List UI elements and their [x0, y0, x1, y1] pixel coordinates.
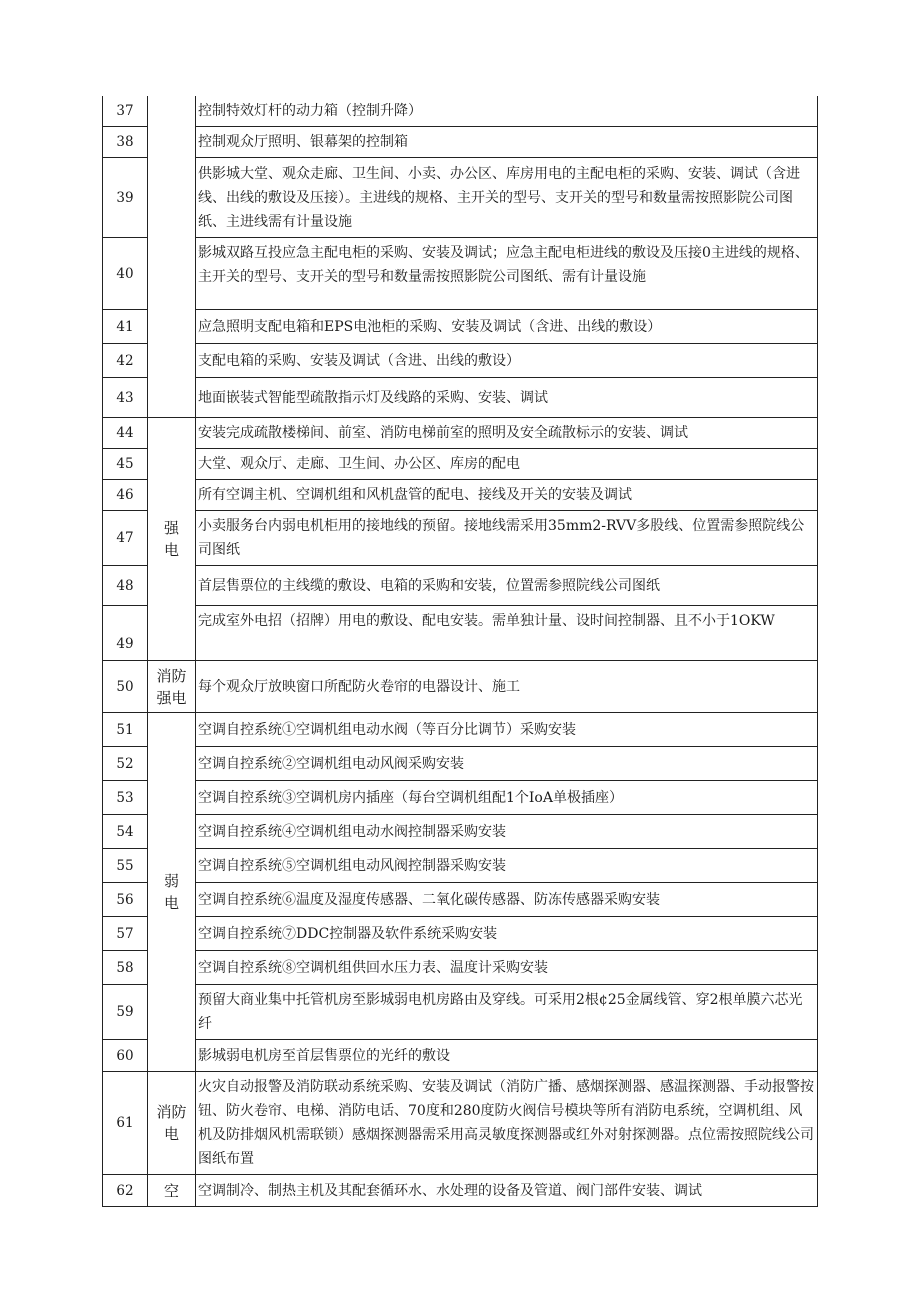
table-row — [103, 127, 818, 158]
row-description: 空调自控系统⑥温度及湿度传感器、二氧化碳传感器、防冻传感器采购安装 — [196, 883, 818, 917]
row-number: 57 — [103, 917, 148, 951]
table-row — [103, 511, 818, 566]
row-description: 所有空调主机、空调机组和风机盘管的配电、接线及开关的安装及调试 — [196, 480, 818, 511]
row-description: 火灾自动报警及消防联动系统采购、安装及调试（消防广播、感烟探测器、感温探测器、手动报警按钮、防火卷帘、电梯、消防电话、70度和280度防火阀信号模块等所有消防电系统，空调机组、风机及防排烟风机需联锁）感烟探测器需采用高灵敏度探测器或红外对射探测器。点位需按照院线公司图纸布置 — [196, 1072, 818, 1175]
table-row — [103, 747, 818, 781]
row-number: 60 — [103, 1040, 148, 1072]
row-description: 支配电箱的采购、安装及调试（含进、出线的敷设） — [196, 344, 818, 378]
table-row — [103, 480, 818, 511]
row-description: 应急照明支配电箱和EPS电池柜的采购、安装及调试（含进、出线的敷设） — [196, 310, 818, 344]
row-number: 41 — [103, 310, 148, 344]
table-row — [103, 985, 818, 1040]
row-description: 小卖服务台内弱电机柜用的接地线的预留。接地线需采用35mm2-RVV多股线、位置需参照院线公司图纸 — [196, 511, 818, 566]
row-description: 安装完成疏散楼梯间、前室、消防电梯前室的照明及安全疏散标示的安装、调试 — [196, 418, 818, 449]
row-description: 空调自控系统⑤空调机组电动风阀控制器采购安装 — [196, 849, 818, 883]
row-number: 53 — [103, 781, 148, 815]
category-fire-strong-power: 消防 强电 — [148, 661, 196, 713]
row-number: 58 — [103, 951, 148, 985]
table-row — [103, 951, 818, 985]
table-row — [103, 1175, 818, 1207]
row-number: 44 — [103, 418, 148, 449]
table-row — [103, 1040, 818, 1072]
row-number: 52 — [103, 747, 148, 781]
row-number: 42 — [103, 344, 148, 378]
table-row — [103, 378, 818, 418]
row-description: 空调自控系统⑧空调机组供回水压力表、温度计采购安装 — [196, 951, 818, 985]
row-number: 54 — [103, 815, 148, 849]
table-row — [103, 606, 818, 661]
row-number: 62 — [103, 1175, 148, 1207]
table-row — [103, 1072, 818, 1175]
row-description: 空调自控系统④空调机组电动水阀控制器采购安装 — [196, 815, 818, 849]
row-description: 每个观众厅放映窗口所配防火卷帘的电器设计、施工 — [196, 661, 818, 713]
row-description: 空调自控系统⑦DDC控制器及软件系统采购安装 — [196, 917, 818, 951]
row-number: 47 — [103, 511, 148, 566]
row-description: 空调制冷、制热主机及其配套循环水、水处理的设备及管道、阀门部件安装、调试 — [196, 1175, 818, 1207]
row-number: 40 — [103, 238, 148, 310]
table-row — [103, 310, 818, 344]
table-row — [103, 238, 818, 310]
row-number: 61 — [103, 1072, 148, 1175]
table-row — [103, 917, 818, 951]
category-weak-power: 弱 电 — [148, 713, 196, 1072]
row-number: 56 — [103, 883, 148, 917]
table-row — [103, 96, 818, 127]
row-number: 49 — [103, 606, 148, 661]
row-number: 45 — [103, 449, 148, 480]
row-description: 大堂、观众厅、走廊、卫生间、办公区、库房的配电 — [196, 449, 818, 480]
row-description: 控制特效灯杆的动力箱（控制升降） — [196, 96, 818, 127]
work-scope-table — [102, 96, 818, 1207]
table-row — [103, 661, 818, 713]
row-number: 46 — [103, 480, 148, 511]
table-row — [103, 883, 818, 917]
table-row — [103, 713, 818, 747]
table-row — [103, 566, 818, 606]
table-row — [103, 418, 818, 449]
row-number: 50 — [103, 661, 148, 713]
row-number: 43 — [103, 378, 148, 418]
row-number: 48 — [103, 566, 148, 606]
row-description: 地面嵌装式智能型疏散指示灯及线路的采购、安装、调试 — [196, 378, 818, 418]
row-number: 37 — [103, 96, 148, 127]
table-row — [103, 815, 818, 849]
category-air-conditioning: 空 — [148, 1175, 196, 1207]
table-row — [103, 449, 818, 480]
table-row — [103, 158, 818, 238]
row-description: 首层售票位的主线缆的敷设、电箱的采购和安装，位置需参照院线公司图纸 — [196, 566, 818, 606]
row-description: 空调自控系统③空调机房内插座（每台空调机组配1个IoA单极插座） — [196, 781, 818, 815]
row-number: 59 — [103, 985, 148, 1040]
category-cell-blank — [148, 96, 196, 418]
row-description: 空调自控系统①空调机组电动水阀（等百分比调节）采购安装 — [196, 713, 818, 747]
row-description: 影城弱电机房至首层售票位的光纤的敷设 — [196, 1040, 818, 1072]
category-fire-power: 消防 电 — [148, 1072, 196, 1175]
row-description: 影城双路互投应急主配电柜的采购、安装及调试；应急主配电柜进线的敷设及压接0主进线的规格、主开关的型号、支开关的型号和数量需按照影院公司图纸、需有计量设施 — [196, 238, 818, 310]
row-number: 51 — [103, 713, 148, 747]
category-strong-power: 强 电 — [148, 418, 196, 661]
row-number: 55 — [103, 849, 148, 883]
row-description: 预留大商业集中托管机房至影城弱电机房路由及穿线。可采用2根¢25金属线管、穿2根单膜六芯光纤 — [196, 985, 818, 1040]
row-number: 38 — [103, 127, 148, 158]
row-description: 完成室外电招（招牌）用电的敷设、配电安装。需单独计量、设时间控制器、且不小于1OKW — [196, 606, 818, 661]
table-row — [103, 344, 818, 378]
row-number: 39 — [103, 158, 148, 238]
row-description: 供影城大堂、观众走廊、卫生间、小卖、办公区、库房用电的主配电柜的采购、安装、调试（含进线、出线的敷设及压接）。主进线的规格、主开关的型号、支开关的型号和数量需按照影院公司图纸、主进线需有计量设施 — [196, 158, 818, 238]
row-description: 空调自控系统②空调机组电动风阀采购安装 — [196, 747, 818, 781]
table-row — [103, 849, 818, 883]
row-description: 控制观众厅照明、银幕架的控制箱 — [196, 127, 818, 158]
table-row — [103, 781, 818, 815]
